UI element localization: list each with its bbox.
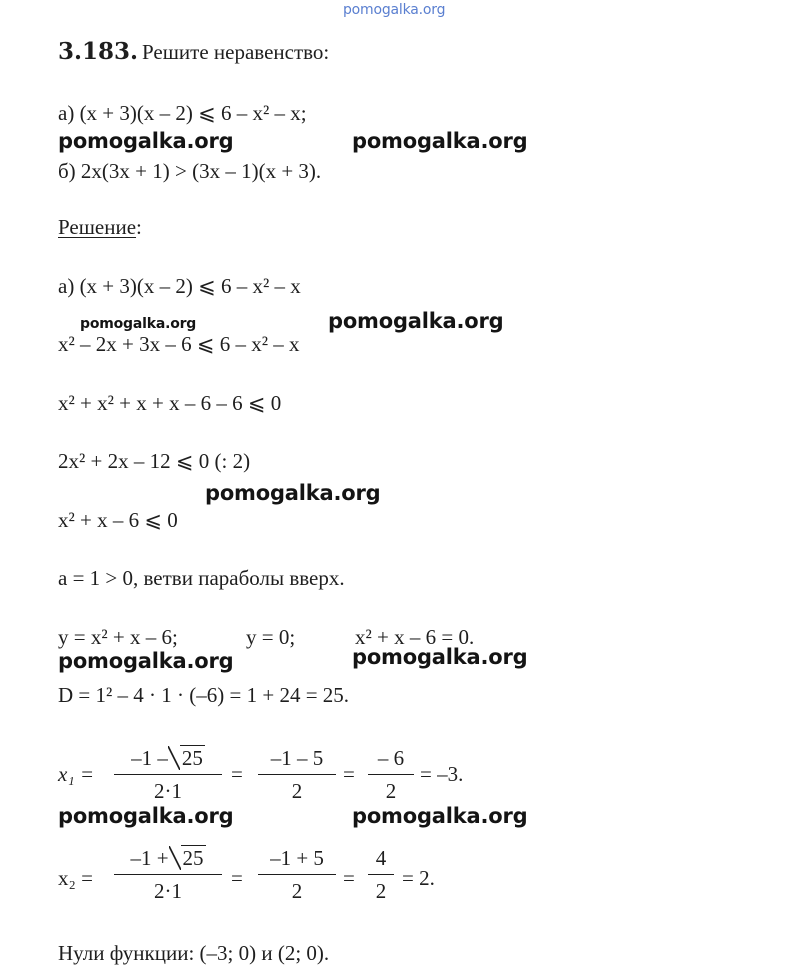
problem-header (58, 38, 329, 65)
x2-fraction-2: –1 + 5 2 (258, 844, 336, 905)
problem-title: Решите неравенство: (142, 40, 330, 64)
watermark: pomogalka.org (352, 645, 528, 669)
solution-heading-colon: : (136, 215, 142, 239)
x1-fraction-2: –1 – 5 2 (258, 744, 336, 805)
solution-step-3: x² + x² + x + x – 6 – 6 ⩽ 0 (58, 391, 282, 415)
solution-step-6: a = 1 > 0, ветви параболы вверх. (58, 566, 345, 590)
x1-fraction-1-numerator: –1 – 25 (131, 746, 203, 770)
solution-step-1: а) (x + 3)(x – 2) ⩽ 6 – x² – x (58, 274, 301, 298)
solution-heading (58, 215, 142, 239)
problem-part-b: б) 2x(3x + 1) > (3x – 1)(x + 3). (58, 159, 322, 183)
solution-heading-text: Решение (58, 215, 137, 239)
x2-label: x₂ = (58, 866, 93, 890)
x1-label: x₁ = (58, 762, 95, 786)
x1-equals: = (231, 762, 243, 786)
x2-result: = 2. (402, 866, 435, 890)
solution-step-7c: x² + x – 6 = 0. (355, 625, 475, 649)
solution-step-7a: y = x² + x – 6; (58, 625, 178, 649)
x2-equals: = (231, 866, 243, 890)
problem-number: 3.183. (58, 38, 139, 65)
problem-part-a: а) (x + 3)(x – 2) ⩽ 6 – x² – x; (58, 101, 307, 125)
solution-step-7b: y = 0; (246, 625, 296, 649)
x2-fraction-1-denominator: 2·1 (154, 879, 182, 903)
watermark: pomogalka.org (58, 129, 234, 153)
sqrt-symbol: 25 (168, 744, 205, 772)
watermark: pomogalka.org (205, 481, 381, 505)
watermark: pomogalka.org (58, 649, 234, 673)
watermark: pomogalka.org (352, 804, 528, 828)
watermark-top: pomogalka.org (343, 2, 446, 18)
solution-step-5: x² + x – 6 ⩽ 0 (58, 508, 178, 532)
watermark: pomogalka.org (328, 309, 504, 333)
x1-result: = –3. (420, 762, 464, 786)
solution-step-4: 2x² + 2x – 12 ⩽ 0 (: 2) (58, 449, 251, 473)
x2-fraction-1-numerator: –1 + 25 (130, 846, 204, 870)
discriminant: D = 1² – 4 · 1 · (–6) = 1 + 24 = 25. (58, 683, 350, 707)
solution-step-2: x² – 2x + 3x – 6 ⩽ 6 – x² – x (58, 332, 300, 356)
watermark: pomogalka.org (58, 804, 234, 828)
x1-equals-2: = (343, 762, 355, 786)
x2-fraction-3: 4 2 (368, 844, 394, 905)
x1-fraction-1-denominator: 2·1 (154, 779, 182, 803)
sqrt-symbol: 25 (169, 844, 206, 872)
x1-fraction-3: – 6 2 (368, 744, 414, 805)
x1-fraction-1 (114, 744, 222, 805)
watermark: pomogalka.org (352, 129, 528, 153)
x2-equals-2: = (343, 866, 355, 890)
watermark-small: pomogalka.org (80, 316, 197, 332)
x2-fraction-1 (114, 844, 222, 905)
function-zeros: Нули функции: (–3; 0) и (2; 0). (58, 941, 330, 965)
